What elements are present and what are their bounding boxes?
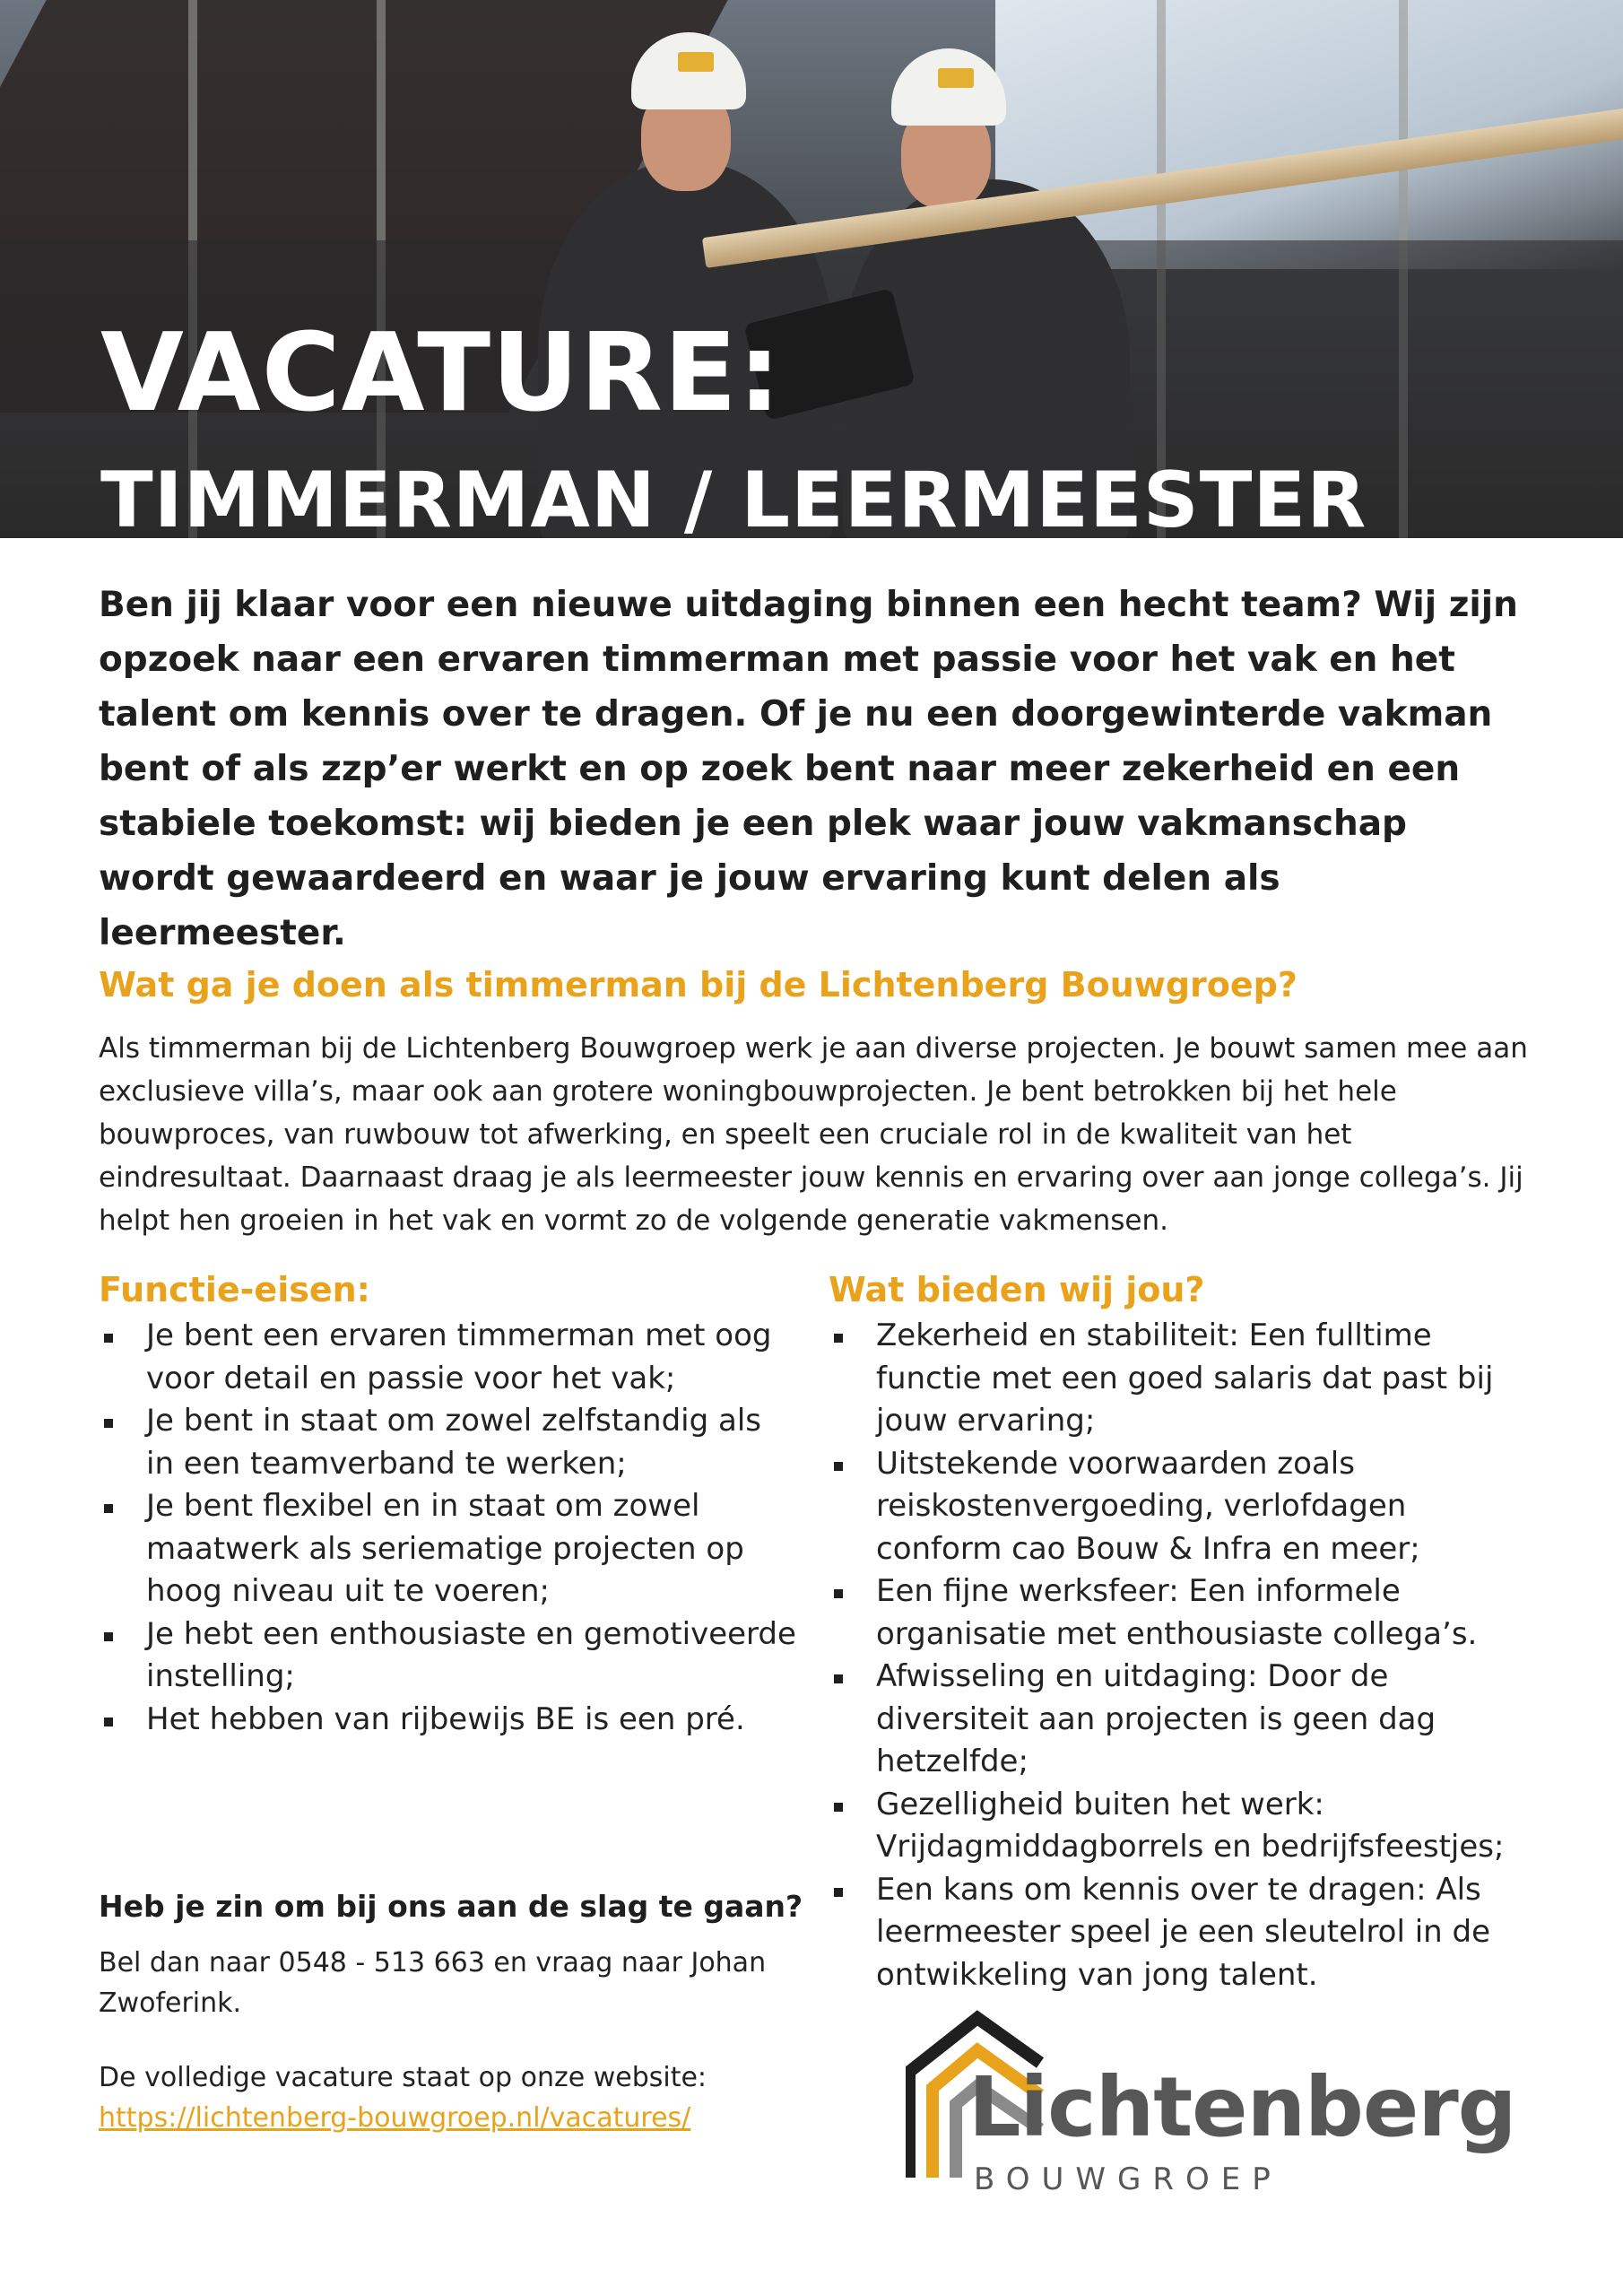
list-item: Uitstekende voorwaarden zoals reiskostenvergoeding, verlofdagen conform cao Bouw & Infra en meer; xyxy=(829,1443,1533,1571)
website-link[interactable]: https://lichtenberg-bouwgroep.nl/vacatures/ xyxy=(99,2102,691,2134)
page-title: VACATURE: xyxy=(100,311,782,436)
list-item: Een fijne werksfeer: Een informele organisatie met enthousiaste collega’s. xyxy=(829,1570,1533,1656)
helmet-icon xyxy=(891,48,1006,126)
list-item: Je hebt een enthousiaste en gemotiveerde instelling; xyxy=(99,1613,798,1699)
list-item: Zekerheid en stabiliteit: Een fulltime functie met een goed salaris dat past bij jouw ervaring; xyxy=(829,1315,1533,1443)
offer-list xyxy=(829,1315,1533,1996)
company-logo xyxy=(906,2009,1516,2206)
logo-subtitle: BOUWGROEP xyxy=(974,2161,1282,2197)
cta-phone-text: Bel dan naar 0548 - 513 663 en vraag naar Johan Zwoferink. xyxy=(99,1947,767,2019)
requirements-list xyxy=(99,1315,798,1741)
website-label: De volledige vacature staat op onze website: xyxy=(99,2062,707,2093)
what-you-do-heading: Wat ga je doen als timmerman bij de Lichtenberg Bouwgroep? xyxy=(99,965,1298,1004)
list-item: Afwisseling en uitdaging: Door de diversiteit aan projecten is geen dag hetzelfde; xyxy=(829,1656,1533,1784)
cta-heading: Heb je zin om bij ons aan de slag te gaan? xyxy=(99,1889,803,1924)
offer-heading: Wat bieden wij jou? xyxy=(829,1270,1205,1309)
list-item: Je bent flexibel en in staat om zowel maatwerk als seriematige projecten op hoog niveau uit te voeren; xyxy=(99,1485,798,1613)
list-item: Je bent een ervaren timmerman met oog voor detail en passie voor het vak; xyxy=(99,1315,798,1400)
intro-paragraph: Ben jij klaar voor een nieuwe uitdaging binnen een hecht team? Wij zijn opzoek naar een ervaren timmerman met passie voor het vak en het talent om kennis over te dragen. Of je nu een doorgewinterde vakman bent of als zzp’er werkt en op zoek bent naar meer zekerheid en een stabiele toekomst: wij bieden je een plek waar jouw vakmanschap wordt gewaardeerd en waar je jouw ervaring kunt delen als leermeester. xyxy=(99,585,1518,953)
requirements-heading: Functie-eisen: xyxy=(99,1270,370,1309)
logo-wordmark: Lichtenberg xyxy=(968,2059,1516,2155)
list-item: Het hebben van rijbewijs BE is een pré. xyxy=(99,1699,798,1742)
hero-photo xyxy=(0,0,1623,538)
list-item: Gezelligheid buiten het werk: Vrijdagmiddagborrels en bedrijfsfeestjes; xyxy=(829,1784,1533,1869)
list-item: Een kans om kennis over te dragen: Als leermeester speel je een sleutelrol in de ontwikkeling van jong talent. xyxy=(829,1869,1533,1997)
what-you-do-text: Als timmerman bij de Lichtenberg Bouwgroep werk je aan diverse projecten. Je bouwt samen mee aan exclusieve villa’s, maar ook aan grotere woningbouwprojecten. Je bent betrokken bij het hele bouwproces, van ruwbouw tot afwerking, en speelt een cruciale rol in de kwaliteit van het eindresultaat. Daarnaast draag je als leermeester jouw kennis en ervaring over aan jonge collega’s. Jij helpt hen groeien in het vak en vormt zo de volgende generatie vakmensen. xyxy=(99,1032,1528,1237)
list-item: Je bent in staat om zowel zelfstandig als in een teamverband te werken; xyxy=(99,1400,798,1485)
job-title: TIMMERMAN / LEERMEESTER xyxy=(100,456,1367,538)
